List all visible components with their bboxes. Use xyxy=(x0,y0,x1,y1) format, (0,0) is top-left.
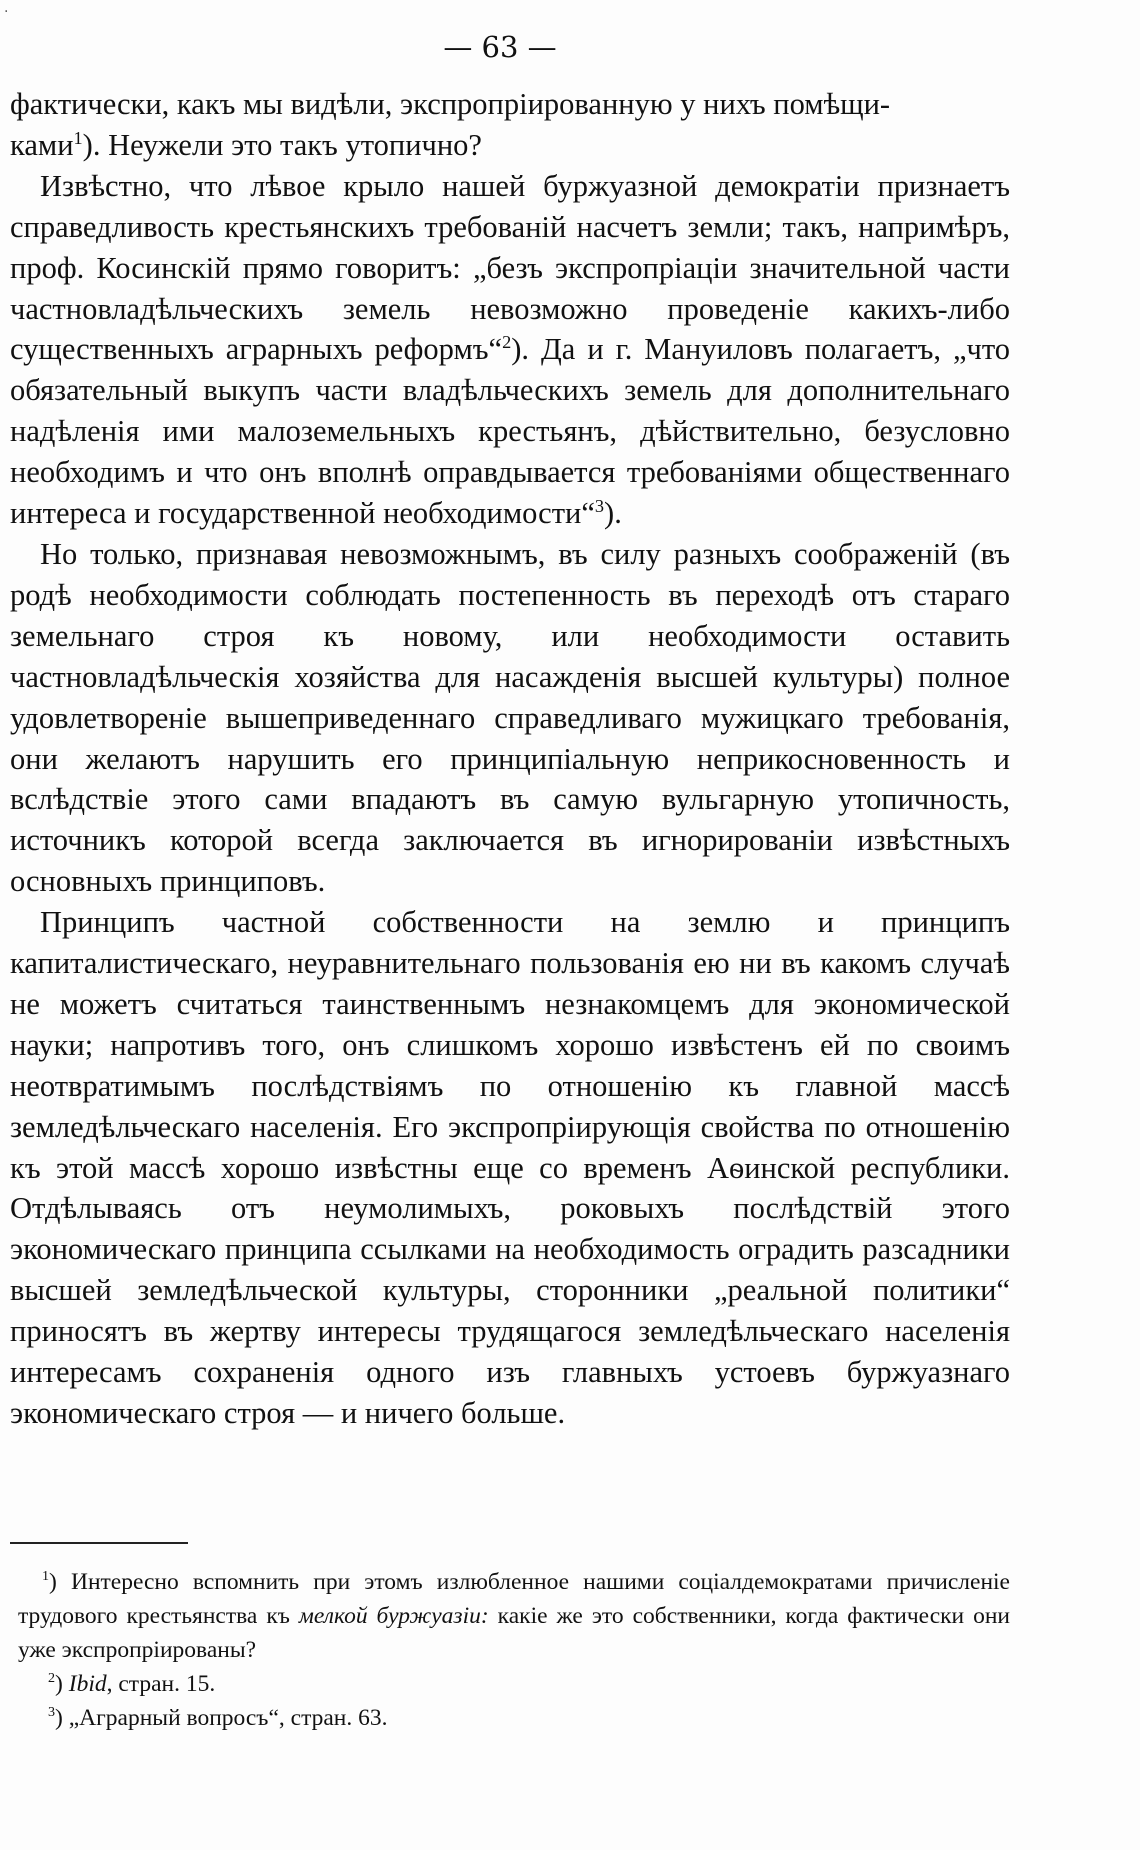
paragraph-2-text-1: Извѣстно, что лѣвое крыло нашей буржуазной демократіи признаетъ справедливость крестьянскихъ требованій насчетъ земли; такъ, напримѣръ, проф. Косинскій прямо говоритъ: „безъ экспропріаціи значительной части частновладѣльческихъ земель невозможно проведеніе какихъ-либо существенныхъ аграрныхъ реформъ“ xyxy=(10,168,1010,367)
paragraph-2 xyxy=(10,166,1010,534)
paragraph-2-text-3: ). xyxy=(604,496,622,531)
footnote-1-italic: мелкой буржуазіи: xyxy=(298,1603,489,1629)
footnote-ref-2: 2 xyxy=(502,332,512,353)
footnote-1-text-end: какіе же это собственники, когда фактически они уже экспропріированы? xyxy=(18,1603,1010,1663)
footnote-divider xyxy=(10,1542,188,1544)
footnote-2-italic: Ibid xyxy=(68,1671,107,1697)
footnote-ref-3: 3 xyxy=(594,495,605,516)
footnote-1 xyxy=(18,1565,1010,1667)
print-speck: · xyxy=(4,4,9,20)
paragraph-4: Принципъ частной собственности на землю и принципъ капиталистическаго, неуравнительнаго пользованія ею ни въ какомъ случаѣ не можетъ считаться таинственнымъ незнакомцемъ для экономической науки; напротивъ того, онъ слишкомъ хорошо извѣстенъ ей по своимъ неотвратимымъ послѣдствіямъ по отношенію къ главной массѣ земледѣльческаго населенія. Его экспропріирующія свойства по отношенію къ этой массѣ хорошо извѣстны еще со временъ Аѳинской республики. Отдѣлываясь отъ неумолимыхъ, роковыхъ послѣдствій этого экономическаго принципа ссылками на необходимость оградить разсадники высшей земледѣльческой культуры, сторонники „реальной политики“ приносятъ въ жертву интересы трудящагося земледѣльческаго населенія интересамъ сохраненія одного изъ главныхъ устоевъ буржуазнаго экономическаго строя — и ничего больше. xyxy=(10,905,1010,1430)
footnote-2 xyxy=(18,1667,1010,1701)
paragraph-3: Но только, признавая невозможнымъ, въ силу разныхъ соображеній (въ родѣ необходимости соблюдать постепенность въ переходѣ отъ стараго земельнаго строя къ новому, или необходимости оставить частновладѣльческія хозяйства для насажденія высшей культуры) полное удовлетвореніе вышеприведеннаго справедливаго мужицкаго требованія, они желаютъ нарушить его принципіальную неприкосновенность и вслѣдствіе этого сами впадаютъ въ самую вульгарную утопичность, источникъ которой всегда заключается въ игнорированіи извѣстныхъ основныхъ принциповъ. xyxy=(10,536,1010,899)
footnote-1-text: ) Интересно вспомнить при этомъ излюбленное нашими соціалдемократами причисленіе трудового крестьянства къ xyxy=(18,1569,1010,1629)
paragraph-1-line-2-start: ками xyxy=(10,127,74,162)
footnote-2-text: , стран. 15. xyxy=(106,1671,216,1697)
paragraph-2-text-2: ). Да и г. Мануиловъ полагаетъ, „что обязательный выкупъ части владѣльческихъ земель для дополнительнаго надѣленія ими малоземельныхъ крестьянъ, дѣйствительно, безусловно необходимъ и что онъ вполнѣ оправдывается требованіями общественнаго интереса и государственной необходимости“ xyxy=(10,332,1010,531)
main-text xyxy=(10,84,1010,1434)
footnote-3-text: ) „Аграрный вопросъ“, стран. 63. xyxy=(55,1705,388,1731)
footnote-1-marker: 1 xyxy=(42,1568,50,1585)
footnotes xyxy=(18,1565,1010,1735)
page-number: — 63 — xyxy=(443,30,557,64)
footnote-3-marker: 3 xyxy=(48,1704,56,1721)
footnote-2-marker: 2 xyxy=(48,1670,56,1687)
footnote-3 xyxy=(18,1701,1010,1735)
paragraph-1 xyxy=(10,84,1010,166)
footnote-ref-1: 1 xyxy=(73,127,83,148)
paragraph-1-line-2-end: ). Неужели это такъ утопично? xyxy=(82,127,482,162)
footnote-2-paren: ) xyxy=(55,1671,69,1697)
paragraph-1-line-1: фактически, какъ мы видѣли, экспропріированную у нихъ помѣщи- xyxy=(10,87,891,121)
